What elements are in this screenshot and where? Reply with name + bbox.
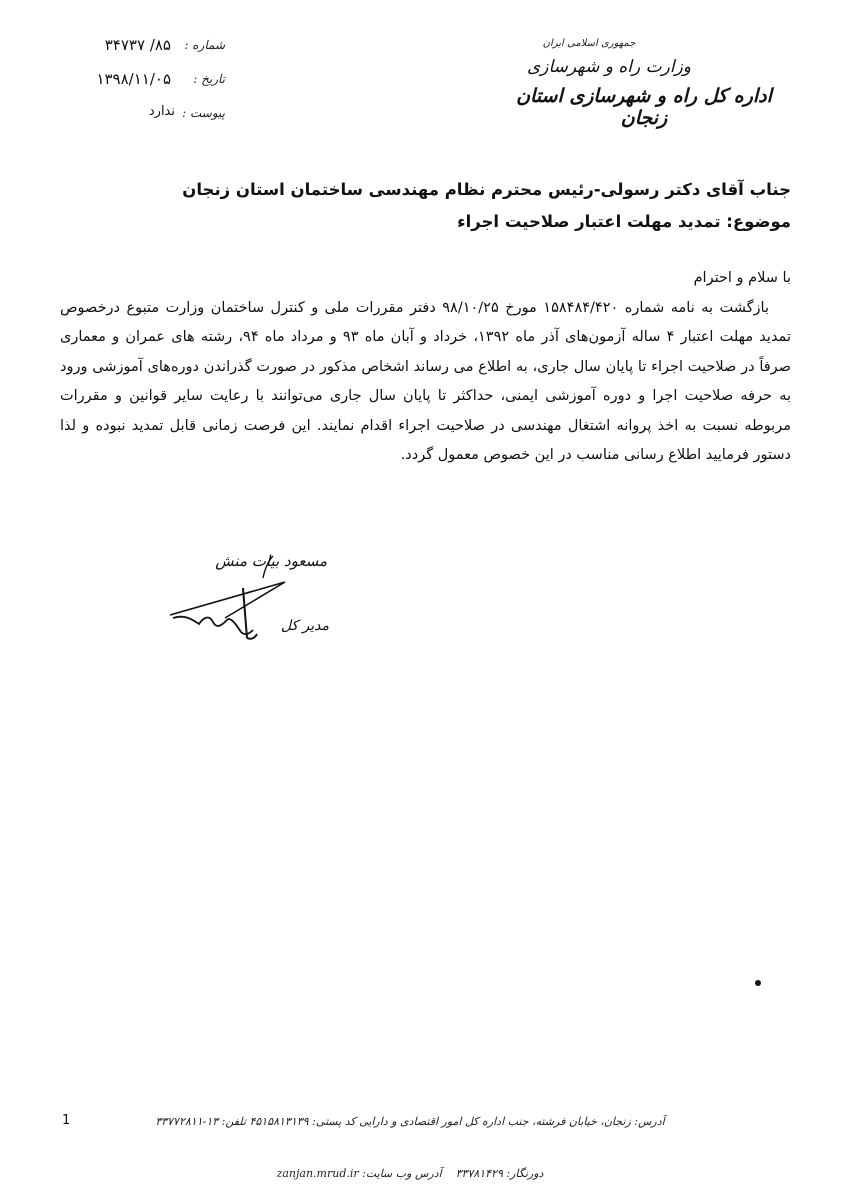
letter-metadata: [55, 34, 225, 136]
letter-heading: [182, 174, 791, 238]
body-paragraph: بازگشت به نامه شماره ۱۵۸۴۸۴/۴۲۰ مورخ ۹۸/۱۰/۲۵ دفتر مقررات ملی و کنترل ساختمان وزارت متبوع درخصوص تمدید مهلت اعتبار ۴ ساله آزمون‌های آذر ماه ۱۳۹۲، خرداد و آبان ماه ۹۳ و مرداد ماه ۹۴، رشته های عمران و معماری صرفاً در صلاحیت اجراء تا پایان سال جاری، به اطلاع می رساند اشخاص مذکور در صورت گذراندن دوره‌های آموزشی ورود به حرفه صلاحیت اجرا و دوره آموزشی ایمنی، حداکثر تا پایان سال جاری می‌توانند با رعایت سایر قوانین و مقررات مربوطه نسبت به اخذ پروانه اشتغال مهندسی در صلاحیت اجراء اقدام نمایند. این فرصت زمانی قابل تمدید نبوده و لذا دستور فرمایید اطلاع رسانی مناسب در این خصوص معمول گردد.: [60, 299, 791, 463]
attachment-value: ندارد: [148, 104, 175, 119]
attachment-label: پیوست :: [182, 106, 225, 120]
attachment-row: [55, 102, 225, 136]
letterhead: [494, 38, 794, 129]
letter-body: [60, 264, 791, 471]
greeting: با سلام و احترام: [693, 270, 791, 286]
number-label: شماره :: [184, 38, 225, 52]
addressee: جناب آقای دکتر رسولی-رئیس محترم نظام مهندسی ساختمان استان زنجان: [182, 180, 791, 199]
page-number: 1: [62, 1113, 71, 1128]
date-label: تاریخ :: [193, 72, 225, 86]
number-row: [55, 34, 225, 68]
footer-contact: [150, 1167, 670, 1180]
letterhead-office: اداره کل راه و شهرسازی استان زنجان: [516, 85, 772, 129]
subject: موضوع: تمدید مهلت اعتبار صلاحیت اجراء: [457, 212, 791, 231]
letterhead-country: جمهوری اسلامی ایران: [542, 38, 636, 49]
date-row: [55, 68, 225, 102]
signatory-name: مسعود بیات منش: [215, 552, 327, 570]
date-value: ۱۳۹۸/۱۱/۰۵: [96, 70, 171, 88]
bullet-dot: [755, 980, 761, 986]
footer-fax: دورنگار: ۳۳۷۸۱۴۲۹: [455, 1167, 544, 1180]
footer-website-label: آدرس وب سایت:: [362, 1167, 442, 1180]
footer-website-link[interactable]: zanjan.mrud.ir: [276, 1167, 359, 1180]
letterhead-ministry: وزارت راه و شهرسازی: [526, 57, 691, 77]
signatory-title: مدیر کل: [280, 618, 329, 634]
number-value: ۸۵/ ۳۴۷۳۷: [104, 36, 171, 54]
footer-address: آدرس: زنجان، خیابان فرشته، جنب اداره کل امور اقتصادی و دارایی کد پستی: ۴۵۱۵۸۱۳۱۳۹ تلفن: ۱۳-۳۳۷۷۲۸۱۱: [155, 1115, 665, 1128]
signature-block: [165, 540, 345, 660]
